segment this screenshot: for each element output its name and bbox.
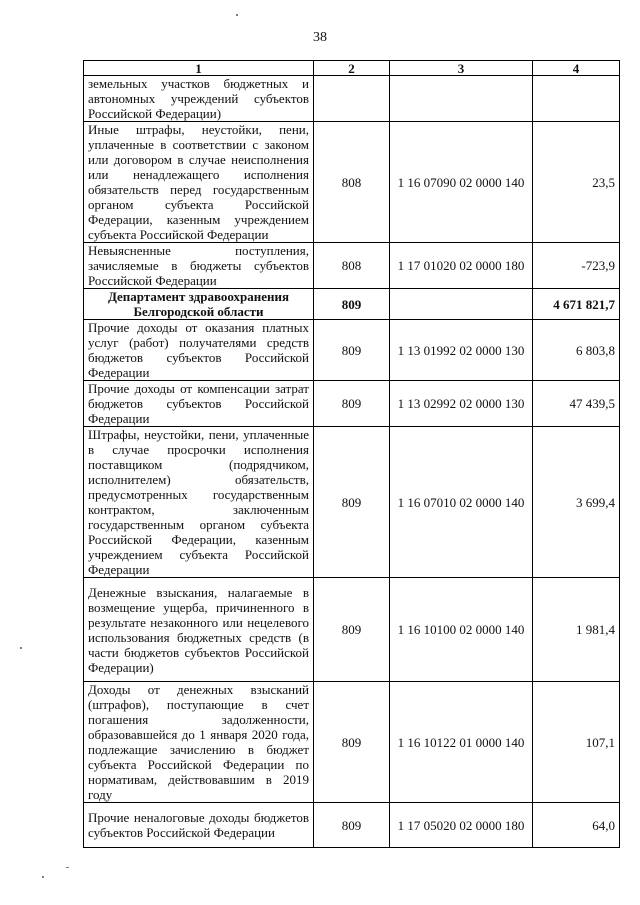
- row-amount-cell: 107,1: [533, 682, 620, 803]
- row-name-cell: Денежные взыскания, налагаемые в возмещение ущерба, причиненного в результате незаконного или нецелевого использования бюджетных средств (в части бюджетов субъектов Российской Федерации): [84, 578, 314, 682]
- table-row: [84, 803, 620, 848]
- header-col-4: 4: [533, 61, 620, 76]
- table-row: [84, 578, 620, 682]
- row-admin-code-cell: 809: [314, 578, 390, 682]
- row-revenue-code-cell: 1 16 07010 02 0000 140: [390, 427, 533, 578]
- row-revenue-code-cell: 1 13 02992 02 0000 130: [390, 381, 533, 427]
- row-name-cell: Прочие доходы от оказания платных услуг (работ) получателями средств бюджетов субъектов Российской Федерации: [84, 320, 314, 381]
- row-amount-cell: 3 699,4: [533, 427, 620, 578]
- row-name-cell: Иные штрафы, неустойки, пени, уплаченные в соответствии с законом или договором в случае неисполнения или ненадлежащего исполнения обязательств перед государственным органом субъекта Российской Федерации, казенным учреждением субъекта Российской Федерации: [84, 122, 314, 243]
- row-amount-cell: 4 671 821,7: [533, 289, 620, 320]
- row-name-cell: земельных участков бюджетных и автономных учреждений субъектов Российской Федерации): [84, 76, 314, 122]
- row-admin-code-cell: 808: [314, 243, 390, 289]
- row-revenue-code-cell: 1 16 07090 02 0000 140: [390, 122, 533, 243]
- header-col-3: 3: [390, 61, 533, 76]
- scan-speck: [236, 14, 238, 16]
- header-col-1: 1: [84, 61, 314, 76]
- row-admin-code-cell: 809: [314, 381, 390, 427]
- row-amount-cell: 47 439,5: [533, 381, 620, 427]
- row-revenue-code-cell: [390, 289, 533, 320]
- row-revenue-code-cell: 1 13 01992 02 0000 130: [390, 320, 533, 381]
- row-name-cell: Невыясненные поступления, зачисляемые в бюджеты субъектов Российской Федерации: [84, 243, 314, 289]
- row-admin-code-cell: [314, 76, 390, 122]
- row-name-cell: Прочие неналоговые доходы бюджетов субъектов Российской Федерации: [84, 803, 314, 848]
- table-row: [84, 122, 620, 243]
- table-row: [84, 427, 620, 578]
- row-amount-cell: 64,0: [533, 803, 620, 848]
- scan-speck: [20, 647, 22, 649]
- revenue-table: [83, 60, 620, 848]
- row-revenue-code-cell: 1 16 10100 02 0000 140: [390, 578, 533, 682]
- table-row: [84, 381, 620, 427]
- row-amount-cell: 23,5: [533, 122, 620, 243]
- page-number: 38: [313, 30, 327, 45]
- row-amount-cell: -723,9: [533, 243, 620, 289]
- row-amount-cell: [533, 76, 620, 122]
- row-revenue-code-cell: 1 17 05020 02 0000 180: [390, 803, 533, 848]
- row-admin-code-cell: 809: [314, 682, 390, 803]
- scan-speck: [42, 876, 44, 878]
- row-name-cell: Департамент здравоохранения Белгородской области: [84, 289, 314, 320]
- department-row: [84, 289, 620, 320]
- table-row: [84, 682, 620, 803]
- row-amount-cell: 1 981,4: [533, 578, 620, 682]
- table-row: [84, 76, 620, 122]
- row-name-cell: Штрафы, неустойки, пени, уплаченные в случае просрочки исполнения поставщиком (подрядчиком, исполнителем) обязательств, предусмотренных государственным контрактом, заключенным государственным органом субъекта Российской Федерации, казенным учреждением субъекта Российской Федерации: [84, 427, 314, 578]
- row-admin-code-cell: 809: [314, 320, 390, 381]
- row-name-cell: Прочие доходы от компенсации затрат бюджетов субъектов Российской Федерации: [84, 381, 314, 427]
- row-revenue-code-cell: [390, 76, 533, 122]
- scan-speck: [66, 867, 69, 868]
- row-amount-cell: 6 803,8: [533, 320, 620, 381]
- header-col-2: 2: [314, 61, 390, 76]
- row-revenue-code-cell: 1 17 01020 02 0000 180: [390, 243, 533, 289]
- table-header-row: [84, 61, 620, 76]
- row-admin-code-cell: 809: [314, 803, 390, 848]
- table-row: [84, 243, 620, 289]
- row-revenue-code-cell: 1 16 10122 01 0000 140: [390, 682, 533, 803]
- row-name-cell: Доходы от денежных взысканий (штрафов), поступающие в счет погашения задолженности, образовавшейся до 1 января 2020 года, подлежащие зачислению в бюджет субъекта Российской Федерации по нормативам, действовавшим в 2019 году: [84, 682, 314, 803]
- table-row: [84, 320, 620, 381]
- row-admin-code-cell: 809: [314, 289, 390, 320]
- row-admin-code-cell: 809: [314, 427, 390, 578]
- row-admin-code-cell: 808: [314, 122, 390, 243]
